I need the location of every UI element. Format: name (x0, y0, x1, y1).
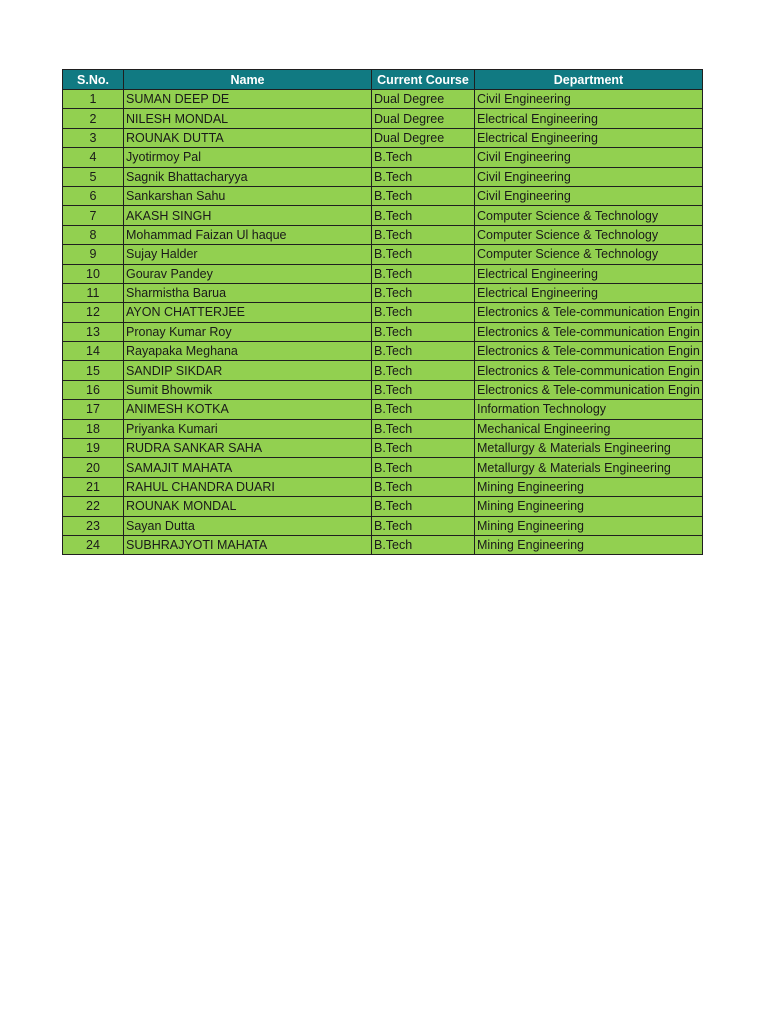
cell-name: Sagnik Bhattacharyya (124, 167, 372, 186)
cell-course: B.Tech (372, 186, 475, 205)
cell-department: Electrical Engineering (475, 109, 703, 128)
cell-department: Mining Engineering (475, 516, 703, 535)
column-header-course: Current Course (372, 70, 475, 90)
cell-course: B.Tech (372, 380, 475, 399)
cell-department: Computer Science & Technology (475, 225, 703, 244)
cell-name: Priyanka Kumari (124, 419, 372, 438)
cell-name: SANDIP SIKDAR (124, 361, 372, 380)
table-row (63, 264, 703, 283)
cell-department: Mining Engineering (475, 535, 703, 554)
cell-course: B.Tech (372, 497, 475, 516)
cell-name: Sumit Bhowmik (124, 380, 372, 399)
table-row (63, 419, 703, 438)
cell-sno: 10 (63, 264, 124, 283)
cell-sno: 2 (63, 109, 124, 128)
cell-course: B.Tech (372, 458, 475, 477)
cell-course: B.Tech (372, 361, 475, 380)
cell-department: Electronics & Tele-communication Engin (475, 361, 703, 380)
cell-sno: 5 (63, 167, 124, 186)
cell-sno: 12 (63, 303, 124, 322)
cell-department: Civil Engineering (475, 167, 703, 186)
table-row (63, 206, 703, 225)
cell-sno: 19 (63, 439, 124, 458)
table-row (63, 186, 703, 205)
student-list-sheet (62, 69, 702, 555)
cell-course: B.Tech (372, 477, 475, 496)
cell-course: B.Tech (372, 148, 475, 167)
cell-sno: 6 (63, 186, 124, 205)
table-row (63, 109, 703, 128)
cell-course: B.Tech (372, 283, 475, 302)
cell-department: Computer Science & Technology (475, 245, 703, 264)
cell-sno: 22 (63, 497, 124, 516)
cell-department: Metallurgy & Materials Engineering (475, 439, 703, 458)
cell-name: Gourav Pandey (124, 264, 372, 283)
cell-sno: 20 (63, 458, 124, 477)
cell-sno: 13 (63, 322, 124, 341)
cell-name: Mohammad Faizan Ul haque (124, 225, 372, 244)
table-row (63, 439, 703, 458)
cell-department: Mining Engineering (475, 497, 703, 516)
cell-sno: 17 (63, 400, 124, 419)
cell-department: Civil Engineering (475, 90, 703, 109)
cell-sno: 16 (63, 380, 124, 399)
table-row (63, 380, 703, 399)
cell-sno: 4 (63, 148, 124, 167)
cell-name: Sankarshan Sahu (124, 186, 372, 205)
cell-course: B.Tech (372, 516, 475, 535)
table-row (63, 90, 703, 109)
table-row (63, 516, 703, 535)
cell-name: SUMAN DEEP DE (124, 90, 372, 109)
table-row (63, 342, 703, 361)
cell-name: ANIMESH KOTKA (124, 400, 372, 419)
cell-department: Metallurgy & Materials Engineering (475, 458, 703, 477)
cell-course: Dual Degree (372, 90, 475, 109)
cell-name: AYON CHATTERJEE (124, 303, 372, 322)
header-row (63, 70, 703, 90)
cell-sno: 1 (63, 90, 124, 109)
cell-department: Electronics & Tele-communication Engin (475, 342, 703, 361)
cell-course: B.Tech (372, 419, 475, 438)
cell-sno: 3 (63, 128, 124, 147)
cell-department: Mechanical Engineering (475, 419, 703, 438)
cell-name: Pronay Kumar Roy (124, 322, 372, 341)
cell-sno: 7 (63, 206, 124, 225)
cell-name: Sayan Dutta (124, 516, 372, 535)
cell-department: Mining Engineering (475, 477, 703, 496)
cell-department: Computer Science & Technology (475, 206, 703, 225)
cell-name: NILESH MONDAL (124, 109, 372, 128)
cell-course: B.Tech (372, 206, 475, 225)
cell-course: B.Tech (372, 322, 475, 341)
cell-name: AKASH SINGH (124, 206, 372, 225)
table-row (63, 458, 703, 477)
cell-name: SAMAJIT MAHATA (124, 458, 372, 477)
cell-sno: 24 (63, 535, 124, 554)
table-row (63, 225, 703, 244)
cell-name: ROUNAK DUTTA (124, 128, 372, 147)
cell-name: RAHUL CHANDRA DUARI (124, 477, 372, 496)
table-row (63, 148, 703, 167)
cell-sno: 9 (63, 245, 124, 264)
column-header-department: Department (475, 70, 703, 90)
cell-name: Sujay Halder (124, 245, 372, 264)
cell-sno: 21 (63, 477, 124, 496)
cell-name: RUDRA SANKAR SAHA (124, 439, 372, 458)
cell-name: Jyotirmoy Pal (124, 148, 372, 167)
table-row (63, 322, 703, 341)
table-row (63, 167, 703, 186)
cell-course: B.Tech (372, 167, 475, 186)
cell-department: Information Technology (475, 400, 703, 419)
student-table (62, 69, 703, 555)
cell-sno: 23 (63, 516, 124, 535)
table-row (63, 128, 703, 147)
table-row (63, 303, 703, 322)
column-header-name: Name (124, 70, 372, 90)
cell-department: Electronics & Tele-communication Engin (475, 380, 703, 399)
cell-department: Civil Engineering (475, 186, 703, 205)
cell-course: B.Tech (372, 342, 475, 361)
cell-department: Electrical Engineering (475, 264, 703, 283)
cell-department: Electrical Engineering (475, 128, 703, 147)
column-header-sno: S.No. (63, 70, 124, 90)
cell-name: SUBHRAJYOTI MAHATA (124, 535, 372, 554)
cell-department: Civil Engineering (475, 148, 703, 167)
cell-department: Electrical Engineering (475, 283, 703, 302)
table-header (63, 70, 703, 90)
cell-department: Electronics & Tele-communication Engin (475, 322, 703, 341)
cell-course: B.Tech (372, 245, 475, 264)
table-body (63, 90, 703, 555)
cell-course: B.Tech (372, 264, 475, 283)
cell-course: B.Tech (372, 303, 475, 322)
cell-sno: 15 (63, 361, 124, 380)
cell-name: ROUNAK MONDAL (124, 497, 372, 516)
cell-course: B.Tech (372, 439, 475, 458)
cell-name: Rayapaka Meghana (124, 342, 372, 361)
cell-sno: 11 (63, 283, 124, 302)
cell-sno: 8 (63, 225, 124, 244)
cell-sno: 14 (63, 342, 124, 361)
cell-sno: 18 (63, 419, 124, 438)
cell-department: Electronics & Tele-communication Engin (475, 303, 703, 322)
table-row (63, 477, 703, 496)
cell-course: B.Tech (372, 400, 475, 419)
table-row (63, 245, 703, 264)
table-row (63, 535, 703, 554)
cell-name: Sharmistha Barua (124, 283, 372, 302)
table-row (63, 283, 703, 302)
cell-course: Dual Degree (372, 128, 475, 147)
table-row (63, 361, 703, 380)
table-row (63, 497, 703, 516)
cell-course: Dual Degree (372, 109, 475, 128)
cell-course: B.Tech (372, 535, 475, 554)
table-row (63, 400, 703, 419)
cell-course: B.Tech (372, 225, 475, 244)
